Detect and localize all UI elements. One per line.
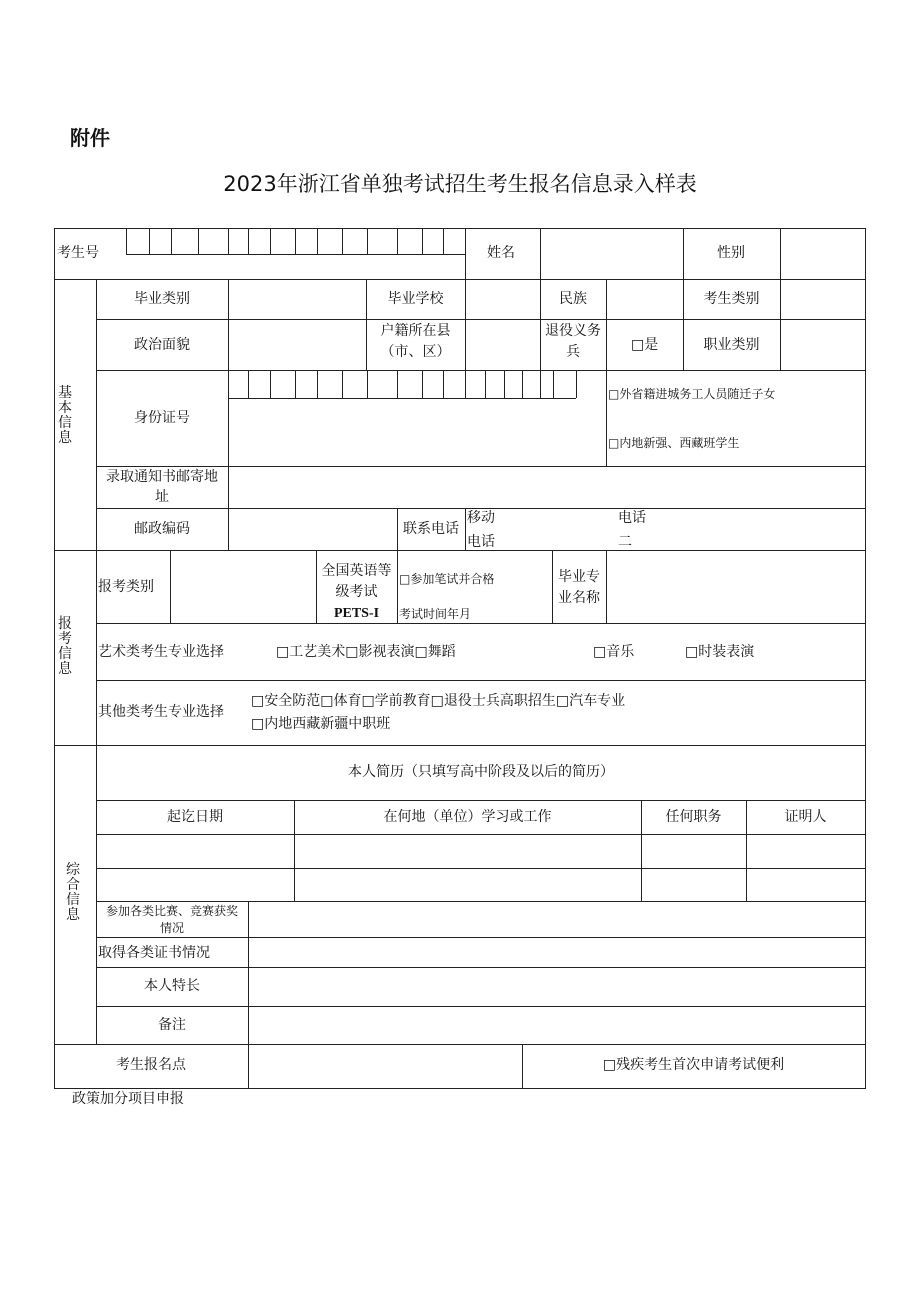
resume-col-post: 任何职务 (665, 809, 722, 825)
postcode-label: 邮政编码 (134, 521, 190, 537)
graduation-type-label: 毕业类别 (134, 291, 190, 307)
awards-label: 参加各类比赛、竞赛获奖 (105, 904, 238, 918)
vocation-type-label: 职业类别 (703, 337, 760, 353)
pets-label: 全国英语等 (321, 563, 392, 579)
resume-title: 本人简历（只填写高中阶段及以后的简历） (348, 764, 614, 780)
awards-label-line2: 情况 (159, 921, 184, 935)
phone-label: 联系电话 (403, 521, 459, 537)
remarks-label: 备注 (158, 1017, 186, 1033)
policy-bonus-label: 政策加分项目申报 (72, 1091, 184, 1107)
hukou-county-label-line2: （市、区） (380, 344, 451, 360)
resume-col-witness: 证明人 (784, 809, 827, 825)
graduation-school-label: 毕业学校 (387, 291, 444, 307)
id-number-label: 身份证号 (134, 410, 190, 426)
veteran-label: 退役义务 (545, 323, 601, 339)
pets-exam-time-label: 考试时间年月 (399, 607, 472, 621)
attachment-label: 附件 (70, 126, 110, 150)
pets-level: PETS-I (333, 606, 380, 621)
other-major-label: 其他类考生专业选择 (98, 704, 224, 720)
major-name-label-line2: 业名称 (558, 590, 600, 606)
candidate-type-label: 考生类别 (703, 291, 760, 307)
page-title: 2023年浙江省单独考试招生考生报名信息录入样表 (223, 172, 697, 196)
apply-type-label: 报考类别 (98, 579, 154, 595)
section-basic-info: 基本信息 (58, 385, 72, 446)
art-major-label: 艺术类考生专业选择 (98, 644, 224, 660)
name-label: 姓名 (487, 245, 515, 261)
major-name-label: 毕业专 (558, 569, 600, 585)
resume-col-place: 在何地（单位）学习或工作 (383, 809, 552, 825)
phone2-label-line2: 二 (618, 534, 632, 550)
ethnicity-label: 民族 (559, 291, 587, 307)
section-apply-info: 报考信息 (58, 616, 72, 677)
art-music-checkbox[interactable]: □音乐 (593, 644, 635, 660)
art-major-options[interactable]: □工艺美术□影视表演□舞蹈 (276, 644, 456, 660)
specialty-label: 本人特长 (144, 978, 200, 994)
gender-label: 性别 (717, 245, 745, 261)
veteran-label-line2: 兵 (566, 344, 580, 360)
xinjiang-tibet-checkbox[interactable]: □内地新强、西藏班学生 (608, 436, 740, 450)
hukou-county-label: 户籍所在县 (380, 323, 451, 339)
certificates-label: 取得各类证书情况 (98, 945, 210, 961)
other-major-options[interactable]: □安全防范□体育□学前教育□退役士兵高职招生□汽车专业 (251, 693, 626, 709)
other-major-options-line2[interactable]: □内地西藏新疆中职班 (251, 716, 391, 732)
exam-number-label: 考生号 (57, 245, 99, 261)
registration-site-label: 考生报名点 (116, 1057, 186, 1073)
migrant-child-checkbox[interactable]: □外省籍进城务工人员随迁子女 (608, 387, 776, 401)
mail-address-label-line2: 址 (155, 489, 169, 505)
phone2-label: 电话 (618, 510, 646, 526)
disability-checkbox[interactable]: □残疾考生首次申请考试便利 (602, 1057, 785, 1073)
resume-col-dates: 起讫日期 (167, 809, 223, 825)
political-status-label: 政治面貌 (134, 337, 190, 353)
mobile-label: 移动 (467, 510, 495, 526)
section-general-info: 综合信息 (66, 862, 80, 923)
art-fashion-checkbox[interactable]: □时装表演 (685, 644, 755, 660)
mail-address-label: 录取通知书邮寄地 (106, 469, 218, 485)
pets-label-line2: 级考试 (335, 584, 378, 600)
veteran-yes-checkbox[interactable]: □是 (631, 337, 659, 353)
mobile-label-line2: 电话 (467, 534, 495, 550)
pets-pass-checkbox[interactable]: □参加笔试并合格 (399, 572, 495, 586)
